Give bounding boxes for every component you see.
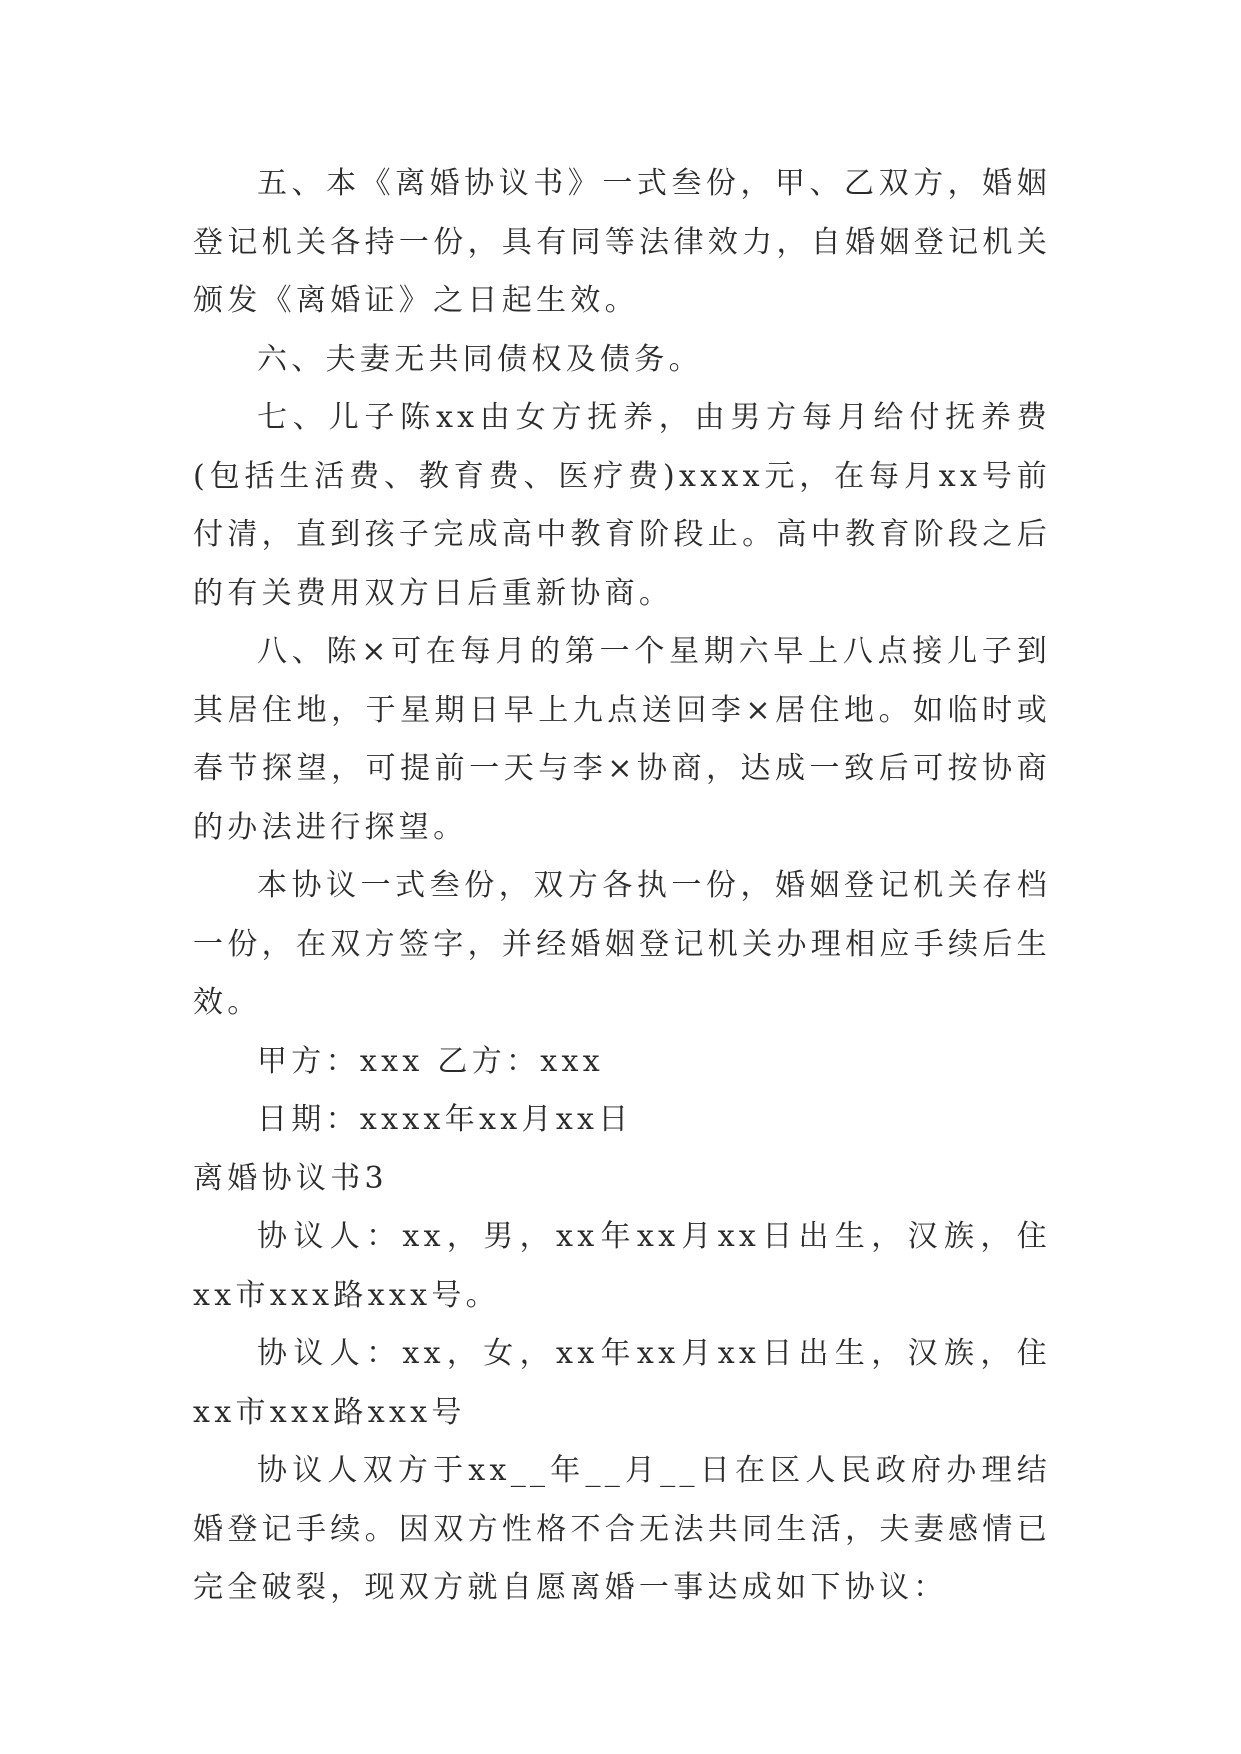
document-body (193, 155, 1051, 1618)
clause-eight: 八、陈×可在每月的第一个星期六早上八点接儿子到其居住地，于星期日早上九点送回李×居住地。如临时或春节探望，可提前一天与李×协商，达成一致后可按协商的办法进行探望。 (193, 634, 1051, 845)
agreement-copies-paragraph: 本协议一式叁份，双方各执一份，婚姻登记机关存档一份，在双方签字，并经婚姻登记机关办理相应手续后生效。 (193, 868, 1051, 1020)
clause-five: 五、本《离婚协议书》一式叁份，甲、乙双方，婚姻登记机关各持一份，具有同等法律效力，自婚姻登记机关颁发《离婚证》之日起生效。 (193, 166, 1051, 318)
party-signatures: 甲方：xxx 乙方：xxx (257, 1043, 604, 1079)
party-one-info: 协议人：xx，男，xx年xx月xx日出生，汉族，住xx市xxx路xxx号。 (193, 1219, 1051, 1313)
section-heading: 离婚协议书3 (193, 1160, 388, 1196)
agreement-preamble: 协议人双方于xx__年__月__日在区人民政府办理结婚登记手续。因双方性格不合无法共同生活，夫妻感情已完全破裂，现双方就自愿离婚一事达成如下协议： (193, 1453, 1051, 1605)
clause-six: 六、夫妻无共同债权及债务。 (257, 341, 703, 377)
party-two-info: 协议人：xx，女，xx年xx月xx日出生，汉族，住xx市xxx路xxx号 (193, 1336, 1051, 1430)
agreement-date: 日期：xxxx年xx月xx日 (257, 1102, 633, 1137)
clause-seven: 七、儿子陈xx由女方抚养，由男方每月给付抚养费(包括生活费、教育费、医疗费)xxxx元，在每月xx号前付清，直到孩子完成高中教育阶段止。高中教育阶段之后的有关费用双方日后重新协商。 (193, 400, 1051, 611)
